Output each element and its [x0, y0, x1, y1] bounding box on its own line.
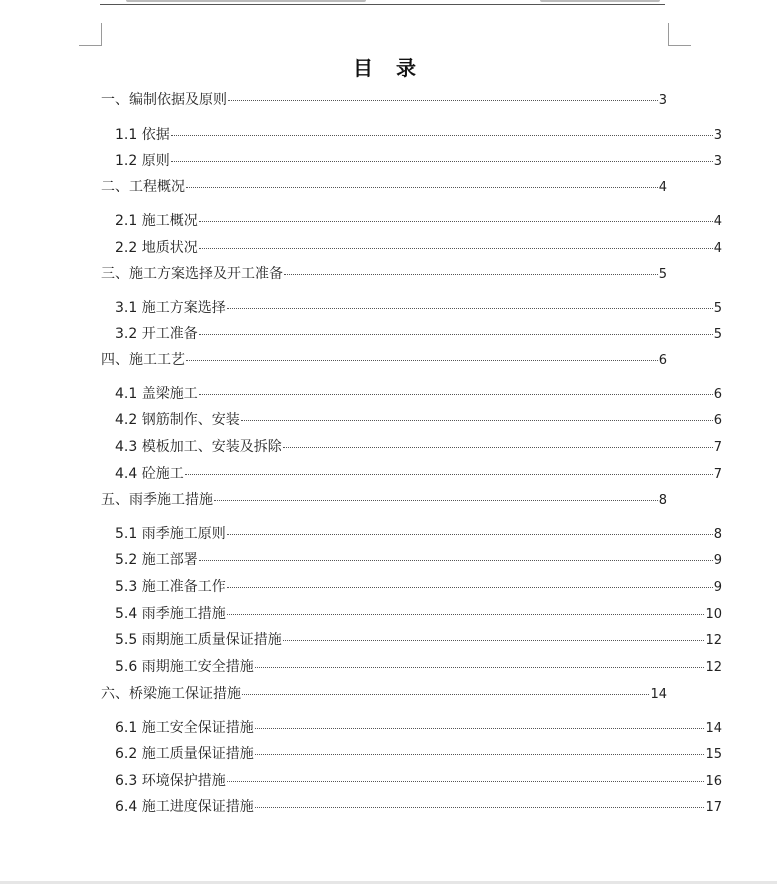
toc-entry-page: 7	[713, 440, 722, 455]
dot-leader	[199, 560, 713, 561]
toc-entry-text: 4.4 砼施工	[115, 466, 184, 482]
dot-leader	[186, 187, 658, 188]
toc-entry-text: 6.2 施工质量保证措施	[115, 746, 254, 762]
dot-leader	[242, 694, 649, 695]
toc-entry-text: 4.2 钢筋制作、安装	[115, 412, 240, 428]
toc-entry-page: 12	[705, 660, 722, 675]
toc-entry[interactable]	[115, 578, 722, 597]
toc-entry-text: 6.3 环境保护措施	[115, 773, 226, 789]
toc-entry-page: 5	[658, 267, 667, 282]
dot-leader	[199, 334, 713, 335]
toc-entry[interactable]	[115, 525, 722, 544]
toc-entry-text: 3.1 施工方案选择	[115, 300, 226, 316]
toc-entry-page: 9	[713, 580, 722, 595]
toc-entry[interactable]	[115, 325, 722, 344]
toc-entry-text: 4.3 模板加工、安装及拆除	[115, 439, 282, 455]
toc-entry-text: 三、施工方案选择及开工准备	[101, 266, 283, 282]
clipped-header-text	[540, 0, 660, 2]
dot-leader	[199, 394, 713, 395]
toc-entry-text: 六、桥梁施工保证措施	[101, 686, 241, 702]
toc-entry-text: 二、工程概况	[101, 179, 185, 195]
toc-entry[interactable]	[101, 178, 667, 197]
toc-entry[interactable]	[115, 745, 722, 764]
toc-entry-page: 4	[713, 241, 722, 256]
dot-leader	[255, 667, 705, 668]
toc-entry-page: 14	[705, 721, 722, 736]
dot-leader	[255, 807, 705, 808]
toc-entry[interactable]	[101, 265, 667, 284]
dot-leader	[284, 274, 658, 275]
dot-leader	[227, 587, 713, 588]
toc-entry-text: 6.1 施工安全保证措施	[115, 720, 254, 736]
toc-entry-text: 5.1 雨季施工原则	[115, 526, 226, 542]
toc-entry-text: 6.4 施工进度保证措施	[115, 799, 254, 815]
toc-entry[interactable]	[115, 152, 722, 171]
dot-leader	[199, 221, 713, 222]
header-rule	[100, 0, 665, 5]
dot-leader	[214, 500, 658, 501]
toc-entry-text: 5.2 施工部署	[115, 552, 198, 568]
dot-leader	[241, 420, 713, 421]
toc-entry-page: 6	[658, 353, 667, 368]
toc-entry-page: 3	[713, 128, 722, 143]
toc-entry[interactable]	[115, 658, 722, 677]
toc-entry[interactable]	[101, 491, 667, 510]
toc-entry-page: 9	[713, 553, 722, 568]
dot-leader	[185, 474, 713, 475]
toc-entry-text: 一、编制依据及原则	[101, 92, 227, 108]
toc-entry-page: 4	[658, 180, 667, 195]
toc-entry-text: 2.2 地质状况	[115, 240, 198, 256]
dot-leader	[227, 308, 713, 309]
dot-leader	[228, 100, 658, 101]
toc-entry-text: 5.4 雨季施工措施	[115, 606, 226, 622]
toc-entry[interactable]	[115, 126, 722, 145]
toc-entry-text: 5.5 雨期施工质量保证措施	[115, 632, 282, 648]
dot-leader	[255, 728, 705, 729]
toc-entry-page: 7	[713, 467, 722, 482]
toc-entry[interactable]	[115, 411, 722, 430]
toc-entry-text: 2.1 施工概况	[115, 213, 198, 229]
toc-entry[interactable]	[115, 631, 722, 650]
toc-entry[interactable]	[115, 719, 722, 738]
toc-entry[interactable]	[115, 772, 722, 791]
dot-leader	[227, 534, 713, 535]
crop-mark-top-right	[668, 23, 691, 46]
dot-leader	[255, 754, 705, 755]
toc-entry-text: 3.2 开工准备	[115, 326, 198, 342]
dot-leader	[227, 614, 705, 615]
toc-entry[interactable]	[115, 239, 722, 258]
toc-entry[interactable]	[115, 605, 722, 624]
toc-entry-page: 8	[713, 527, 722, 542]
toc-entry[interactable]	[115, 551, 722, 570]
toc-entry[interactable]	[101, 685, 667, 704]
toc-entry-text: 4.1 盖梁施工	[115, 386, 198, 402]
toc-entry-text: 1.1 依据	[115, 127, 170, 143]
toc-entry-page: 3	[713, 154, 722, 169]
page-title: 目 录	[353, 56, 424, 80]
toc-entry-page: 14	[650, 687, 667, 702]
dot-leader	[283, 447, 713, 448]
toc-entry-page: 5	[713, 301, 722, 316]
crop-mark-top-left	[79, 23, 102, 46]
clipped-header-text	[126, 0, 366, 2]
dot-leader	[227, 781, 705, 782]
toc-entry-text: 1.2 原则	[115, 153, 170, 169]
toc-entry[interactable]	[115, 798, 722, 817]
toc-entry-page: 12	[705, 633, 722, 648]
dot-leader	[171, 161, 713, 162]
dot-leader	[199, 248, 713, 249]
toc-entry[interactable]	[115, 438, 722, 457]
toc-entry[interactable]	[101, 91, 667, 110]
toc-entry-page: 16	[705, 774, 722, 789]
toc-entry[interactable]	[115, 465, 722, 484]
toc-entry-text: 四、施工工艺	[101, 352, 185, 368]
dot-leader	[283, 640, 705, 641]
dot-leader	[186, 360, 658, 361]
toc-entry-page: 5	[713, 327, 722, 342]
toc-entry-page: 17	[705, 800, 722, 815]
toc-entry[interactable]	[115, 212, 722, 231]
toc-entry-page: 3	[658, 93, 667, 108]
toc-entry-text: 5.3 施工准备工作	[115, 579, 226, 595]
toc-entry[interactable]	[115, 299, 722, 318]
dot-leader	[171, 135, 713, 136]
toc-entry-page: 6	[713, 387, 722, 402]
toc-entry-page: 8	[658, 493, 667, 508]
toc-entry[interactable]	[115, 385, 722, 404]
toc-entry-page: 15	[705, 747, 722, 762]
toc-entry-page: 4	[713, 214, 722, 229]
toc-entry-text: 五、雨季施工措施	[101, 492, 213, 508]
toc-entry-page: 10	[705, 607, 722, 622]
toc-entry-text: 5.6 雨期施工安全措施	[115, 659, 254, 675]
toc-entry[interactable]	[101, 351, 667, 370]
toc-entry-page: 6	[713, 413, 722, 428]
